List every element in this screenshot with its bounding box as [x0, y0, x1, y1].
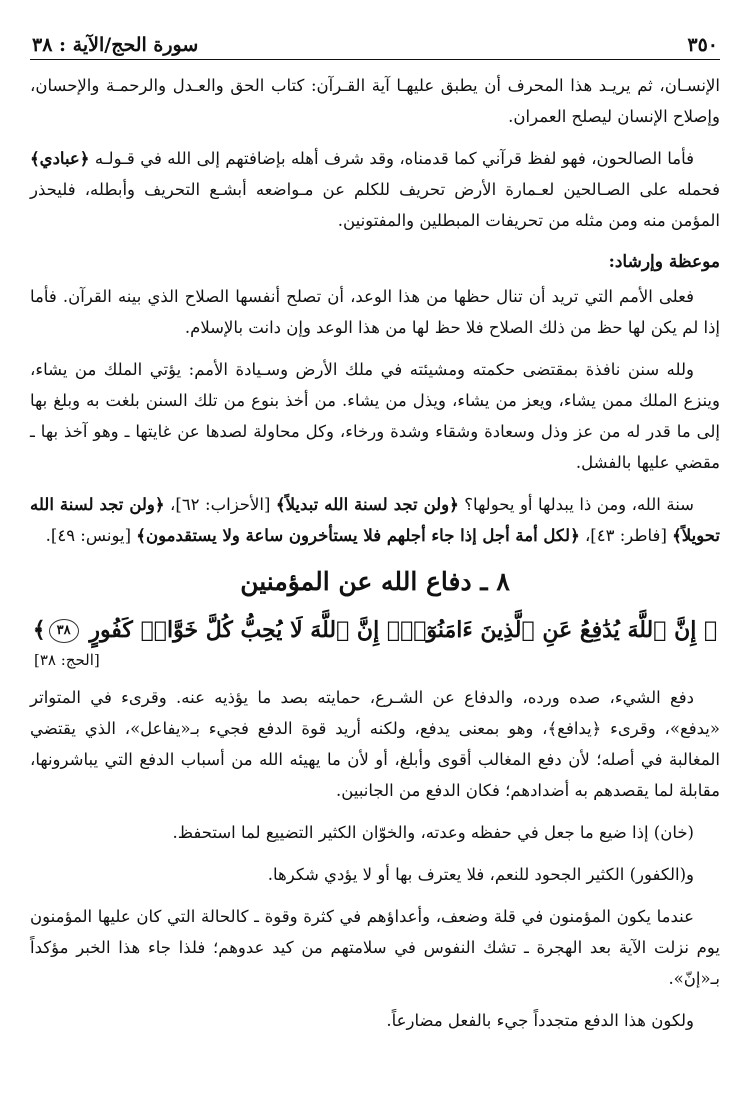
- citation: [فاطر: ٤٣]،: [579, 526, 673, 545]
- page-content: [30, 60, 720, 1036]
- text-run: سنة الله، ومن ذا يبدلها أو يحولها؟: [458, 495, 694, 514]
- paragraph: عندما يكون المؤمنون في قلة وضعف، وأعداؤهم في كثرة وقوة ـ كالحالة التي كان عليها المؤمنون يوم نزلت الآية بعد الهجرة ـ تشك النفوس في سلامتهم من كيد عدوهم؛ فلذا جاء هذا الخبر مؤكداً بـ«إنّ».: [30, 907, 720, 988]
- quran-quote: ﴿ولن تجد لسنة الله تبديلاً﴾: [275, 495, 459, 514]
- ayah-number-badge: ٣٨: [49, 619, 79, 643]
- quran-quote: ﴿ولن تجد لسنة الله تحويلاً﴾: [30, 495, 720, 545]
- paragraph: ولله سنن نافذة بمقتضى حكمته ومشيئته في ملك الأرض وسـيادة الأمم: يؤتي الملك من يشاء، وينزع الملك ممن يشاء، ويعز من يشاء، ويذل من يشاء. من أخذ بنوع من تلك السنن بلغت به وبلغ بها إلى ما قدر له من عز وذل وسعادة وشقاء وشدة ورخاء، وكل محاولة لصدها عن غايتها ـ وهو آخذ بها ـ مقضي عليها بالفشل.: [30, 360, 720, 472]
- paragraph: (خان) إذا ضيع ما جعل في حفظه وعدته، والخوّان الكثير التضييع لما استحفظ.: [172, 823, 694, 842]
- verse-close-bracket: ﴾: [32, 617, 46, 643]
- quran-verse: [30, 610, 720, 650]
- page: [30, 28, 720, 1068]
- verse-text: إِنَّ ٱللَّهَ يُدَٰفِعُ عَنِ ٱلَّذِينَ ءَامَنُوٓاْۗ إِنَّ ٱللَّهَ لَا يُحِبُّ كُلَّ خَوَّانٖ كَفُورٍ: [81, 617, 705, 643]
- citation: [الأحزاب: ٦٢]،: [164, 495, 276, 514]
- subheading: موعظة وإرشاد:: [608, 252, 720, 272]
- quran-quote: ﴿لكل أمة أجل إذا جاء أجلهم فلا يستأخرون ساعة ولا يستقدمون﴾: [136, 526, 580, 545]
- page-number: ٣٥٠: [687, 34, 718, 56]
- section-title: ٨ ـ دفاع الله عن المؤمنين: [240, 567, 510, 596]
- paragraph: فعلى الأمم التي تريد أن تنال حظها من هذا الوعد، أن تصلح أنفسها الصلاح الذي بينه القرآن. فأما إذا لم يكن لها حظ من ذلك الصلاح فلا حظ لها من هذا الوعد وإن دانت بالإسلام.: [30, 287, 720, 337]
- citation: [يونس: ٤٩].: [45, 526, 137, 545]
- text-run: فأما الصالحون، فهو لفظ قرآني كما قدمناه، وقد شرف أهله بإضافتهم إلى الله في قـولـه: [89, 149, 694, 168]
- verse-reference: [الحج: ٣٨]: [34, 651, 100, 669]
- running-title: سورة الحج/الآية : ٣٨: [32, 34, 199, 56]
- paragraph: دفع الشيء، صده ورده، والدفاع عن الشـرع، حمايته بصد ما يؤذيه عنه. وقرىء في المتواتر «يدفع»، وقرىء ﴿يدافع﴾، وهو بمعنى يدفع، ولكنه أريد قوة الدفع فجيء بـ«يفاعل»، الذي يقتضي المغالبة في أصله؛ لأن دفع المغالب أقوى وأبلغ، أو لأن ما يهيئه الله من أسباب الدفع التي يباشرونها، مقابلة لما يقصدهم به أضدادهم؛ فكان الدفع من الجانبين.: [30, 688, 720, 800]
- page-header: [30, 28, 720, 60]
- paragraph: [30, 489, 720, 551]
- paragraph: و(الكفور) الكثير الجحود للنعم، فلا يعترف بها أو لا يؤدي شكرها.: [267, 865, 694, 884]
- paragraph: [30, 143, 720, 236]
- verse-open-bracket: ﴿: [704, 617, 718, 643]
- paragraph: الإنسـان، ثم يريـد هذا المحرف أن يطبق عليهـا آية القـرآن: كتاب الحق والعـدل والرحمـة والإحسان، وإصلاح الإنسان ليصلح العمران.: [30, 76, 720, 126]
- text-run: فحمله على الصـالحين لعـمارة الأرض تحريف للكلم عن مـواضعه أبشـع التحريف وأبطله، فليحذر المؤمن منه ومن مثله من تحريفات المبطلين والمفتونين.: [30, 180, 720, 230]
- quran-quote: ﴿عبادي﴾: [30, 149, 90, 168]
- paragraph: ولكون هذا الدفع متجدداً جيء بالفعل مضارعاً.: [386, 1011, 694, 1030]
